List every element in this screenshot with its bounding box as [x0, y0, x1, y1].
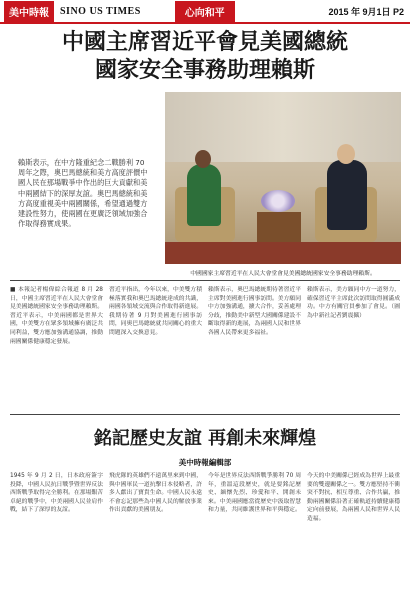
photo-caption: 中國國家主席習近平在人民大會堂會見美國總統國家安全事務助理賴斯。 [190, 271, 376, 277]
editorial-column-3: 今年是世界反法西斯戰爭勝利 70 周年，重溫這段歷史，就是要銘記歷史、緬懷先烈、珍愛和平、開創未來。中美兩國應當從歷史中汲取智慧和力量，共同維護世界和平與穩定。 [208, 473, 301, 514]
masthead-title: SINO US TIMES [60, 5, 141, 17]
divider [10, 280, 400, 281]
divider [10, 414, 400, 415]
lead-column-3: 賴斯表示，奧巴馬總統期待著習近平主席對美國進行國事訪問。美方願同中方加強溝通，擴大合作，妥善處理分歧，推動美中新型大國關係建設不斷取得新的進展，為兩國人民和世界各國人民帶來更多福祉。 [208, 287, 301, 336]
lead-deck: 賴斯表示，在中方隆重紀念二戰勝利 70 周年之際，奧巴馬總統和美方高度評價中國人民在那場戰爭中作出的巨大貢獻和美中兩國結下的深厚友誼。奧巴馬總統和美方高度重視美中兩國關係，希望通過雙方建設性努力，使兩國在更廣泛領域加強合作取得務實成果。 [18, 158, 148, 229]
lead-column-2: 習近平指出，今年以來，中美雙方積極落實我和奧巴馬總統達成的共識，兩國各領域交流與合作取得新進展。我期待著 9 月對美國進行國事訪問，同奧巴馬總統就共同關心的重大問題深入交換意見。 [109, 287, 202, 336]
editorial-body [10, 472, 400, 594]
lead-body [10, 286, 400, 406]
lead-column-1: ■ 本報記者楊偉綜合報道 8 月 28 日，中國主席習近平在人民大會堂會見美國總統國家安全事務助理賴斯。習近平表示，中美兩國都是世界大國，中美雙方在眾多領域擁有廣泛共同利益，雙方應加強溝通協調，推動兩國關係健康穩定發展。 [10, 287, 103, 345]
editorial-column-4: 今天的中美關係已經成為世界上最重要的雙邊關係之一。雙方應堅持不衝突不對抗、相互尊重、合作共贏，推動兩國關係沿著正確軌道持續健康穩定向前發展，為兩國人民和世界人民造福。 [307, 473, 400, 522]
editorial-byline: 美中時報編輯部 [178, 458, 232, 467]
lead-column-4: 賴斯表示，美方願同中方一道努力，確保習近平主席此次訪問取得圓滿成功。中方有關官員參加了會見。（圖為中新社記者劉震攝） [307, 287, 400, 319]
editorial-column-1: 1945 年 9 月 2 日，日本政府簽字投降，中國人民抗日戰爭暨世界反法西斯戰爭取得完全勝利。在那場艱苦卓絕的戰爭中，中美兩國人民並肩作戰，結下了深厚的友誼。 [10, 473, 103, 514]
editorial-column-2: 飛虎隊的英雄們不遠萬里來到中國，與中國軍民一道抗擊日本侵略者，許多人獻出了寶貴生命。中國人民永遠不會忘記那些為中國人民的解放事業作出貢獻的美國朋友。 [109, 473, 202, 514]
issue-date: 2015 年 9月1日 P2 [328, 6, 404, 17]
lead-headline-line1: 中國主席習近平會見美國總統 [61, 30, 348, 55]
news-photo [165, 92, 401, 264]
section-label: 心向和平 [175, 1, 235, 22]
lead-headline-line2: 國家安全事務助理賴斯 [94, 58, 315, 83]
editorial-headline: 銘記歷史友誼 再創未來輝煌 [93, 428, 317, 449]
page-header [0, 0, 410, 24]
newspaper-logo: 美中時報 [4, 1, 54, 22]
